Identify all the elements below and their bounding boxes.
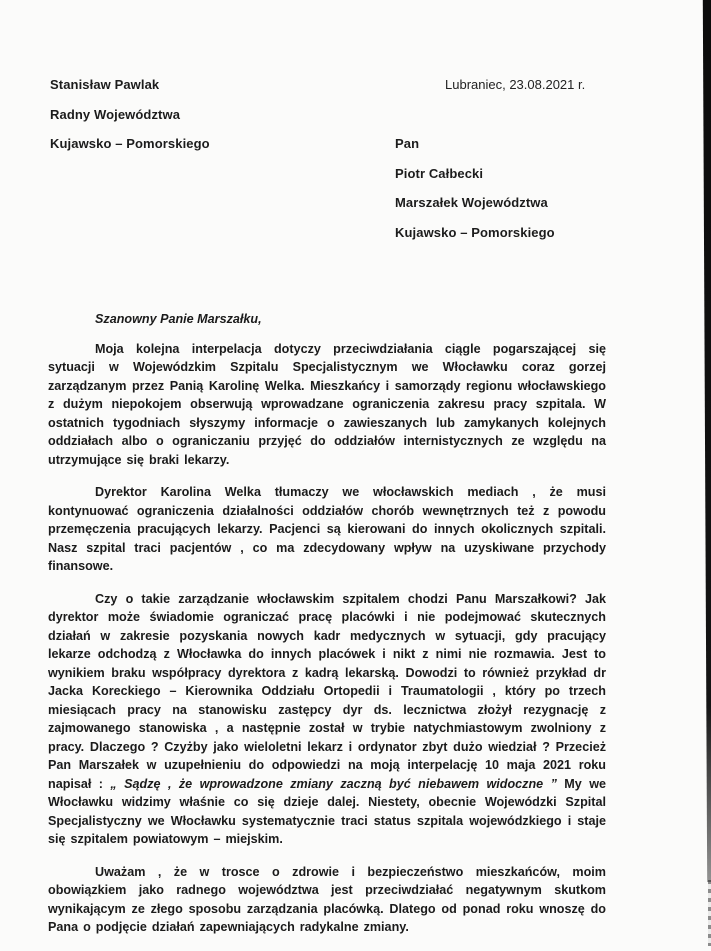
recipient-form-of-address: Pan: [395, 136, 420, 151]
sender-block: [50, 70, 210, 159]
scanner-edge-artifact: [701, 0, 711, 882]
letter-paragraph-4: Uważam , że w trosce o zdrowie i bezpieczeństwo mieszkańców, moim obowiązkiem jako radnego województwa jest przeciwdziałać negatywnym skutkom wynikającym ze złego sposobu zarządzania placówką. Dlatego od ponad roku wnoszę do Pana o podjęcie działań zapewniających radykalne zmiany.: [48, 864, 606, 934]
letter-paragraph-3: [48, 590, 606, 849]
sender-title-line2: Kujawsko – Pomorskiego: [50, 136, 210, 151]
paragraph-3-text-before-quote: Czy o takie zarządzanie włocławskim szpitalem chodzi Panu Marszałkowi? Jak dyrektor może świadomie ograniczać pracę placówki i nie podejmować skutecznych działań w zakresie pozyskania nowych kadr medycznych w sytuacji, gdy pracujący lekarze odchodzą z Włocławka do innych placówek i nikt z nimi nie rozmawia. Jest to wynikiem braku współpracy dyrektora z kadrą lekarską. Dowodzi to również przykład dr Jacka Koreckiego – Kierownika Oddziału Ortopedii i Traumatologii , który po trzech miesiącach pracy na stanowisku zastępcy dyr ds. lecznictwa złożył rezygnację z zajmowanego stanowiska , a następnie został w trybie natychmiastowym zwolniony z pracy. Dlaczego ? Czyżby jako wieloletni lekarz i ordynator zbyt dużo wiedział ? Przecież Pan Marszałek w uzupełnieniu do odpowiedzi na moją interpelację 10 maja 2021 roku napisał :: [48, 591, 606, 791]
recipient-name: Piotr Całbecki: [395, 165, 484, 181]
sender-name: Stanisław Pawlak: [50, 77, 160, 92]
recipient-title-line1: Marszałek Województwa: [395, 195, 548, 210]
paragraph-3-text-after-quote: My we Włocławku widzimy właśnie co się dzieje dalej. Niestety, obecnie Wojewódzki Szpital Specjalistyczny we Włocławku systematycznie traci status szpitala wojewódzkiego i staje się szpitalem powiatowym – miejskim.: [48, 776, 606, 846]
recipient-block: [395, 129, 555, 247]
letter-greeting: Szanowny Panie Marszałku,: [95, 312, 262, 326]
sender-title-line1: Radny Województwa: [50, 106, 181, 122]
letter-paragraph-1: Moja kolejna interpelacja dotyczy przeciwdziałania ciągle pogarszającej się sytuacji w Wojewódzkim Szpitalu Specjalistycznym we Włocławku coraz gorzej zarządzanym przez Panią Karolinę Welka. Mieszkańcy i samorządy regionu włocławskiego z dużym niepokojem obserwują wprowadzane ograniczenia zakresu pracy szpitala. W ostatnich tygodniach słyszymy informacje o zawieszanych lub zamykanych kolejnych oddziałach albo o ograniczaniu przyjęć do oddziałów internistycznych ze względu na utrzymujące się braki lekarzy.: [48, 341, 606, 467]
letter-paragraph-2: Dyrektor Karolina Welka tłumaczy we włocławskich mediach , że musi kontynuować ograniczenia działalności oddziałów chorób wewnętrznych też z powodu przemęczenia pracujących lekarzy. Pacjenci są kierowani do innych okolicznych szpitali. Nasz szpital traci pacjentów , co ma zdecydowany wpływ na uzyskiwane przychody finansowe.: [48, 485, 606, 573]
recipient-title-line2: Kujawsko – Pomorskiego: [395, 224, 555, 240]
letter-body: [48, 310, 606, 937]
letter-date: Lubraniec, 23.08.2021 r.: [445, 77, 586, 92]
paragraph-3-quotation: „ Sądzę , że wprowadzone zmiany zaczną być niebawem widoczne ”: [110, 776, 557, 791]
